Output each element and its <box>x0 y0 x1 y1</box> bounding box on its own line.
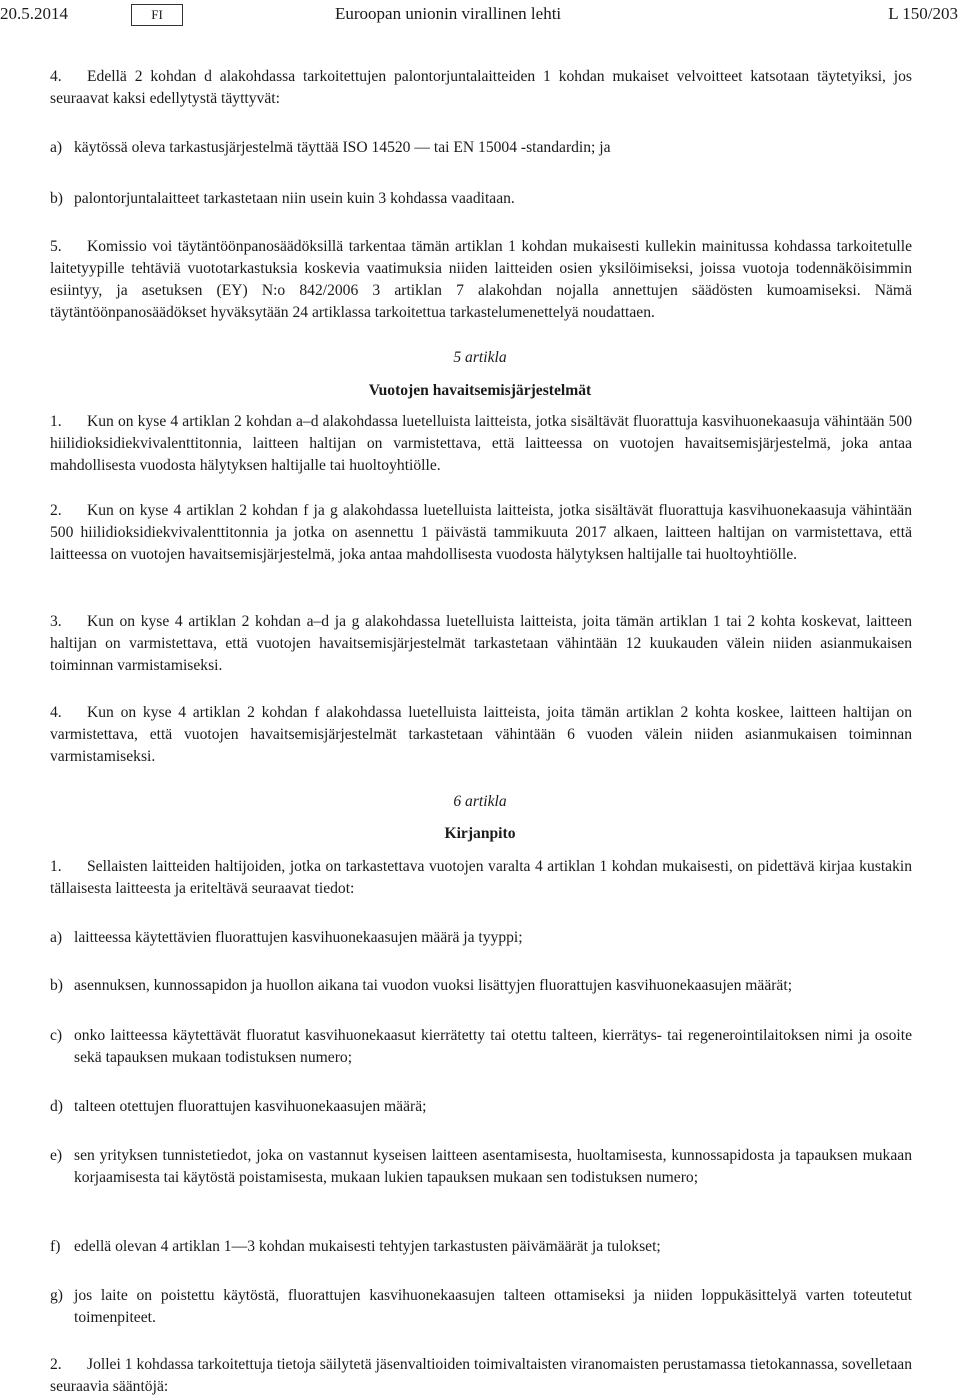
list-item-label: f) <box>50 1238 61 1255</box>
article-paragraph <box>50 611 912 677</box>
article-paragraph <box>50 500 912 566</box>
paragraph-text: Jollei 1 kohdassa tarkoitettuja tietoja säilytetä jäsenvaltioiden toimivaltaisten viranomaisten perustamassa tietokannassa, sovelletaan seuraavia sääntöjä: <box>50 1356 912 1395</box>
article-paragraph <box>50 702 912 768</box>
list-item <box>50 1285 912 1329</box>
paragraph-number: 1. <box>50 858 62 875</box>
paragraph-text: Komissio voi täytäntöönpanosäädöksillä tarkentaa tämän artiklan 1 kohdan mukaisesti kullekin mainitussa kohdassa tarkoitetulle laitetyypille tehtäviä vuototarkastuksia koskevia vaatimuksia niiden laitteiden osien yksilöimiseksi, joissa vuotoja todennäköisimmin esiintyy, ja asetuksen (EY) N:o 842/2006 3 artiklan 7 alakohdan nojalla annettujen säädösten kumoamiseksi. Nämä täytäntöönpanosäädökset hyväksytään 24 artiklassa tarkoitettua tarkastelumenettelyä noudattaen. <box>50 238 912 321</box>
list-item <box>50 1025 912 1069</box>
article-number: 5 artikla <box>453 349 507 366</box>
paragraph-number: 1. <box>50 413 62 430</box>
paragraph-4 <box>50 66 912 110</box>
list-item <box>50 975 912 997</box>
journal-title: Euroopan unionin virallinen lehti <box>335 4 562 23</box>
list-item-text: onko laitteessa käytettävät fluoratut kasvihuonekaasut kierrätetty tai otettu talteen, kierrätys- tai regenerointilaitoksen nimi ja osoite sekä tapauksen mukaan todistuksen numero; <box>74 1027 912 1066</box>
paragraph-number: 4. <box>50 704 62 721</box>
list-item-text: sen yrityksen tunnistetiedot, joka on vastannut kyseisen laitteen asentamisesta, huoltamisesta, kunnossapidosta ja tapauksen mukaan korjaamisesta tai käytöstä poistamisesta, mukaan lukien tapauksen mukaan sen todistuksen numero; <box>74 1147 912 1186</box>
publication-date: 20.5.2014 <box>0 4 68 23</box>
paragraph-text: Sellaisten laitteiden haltijoiden, jotka on tarkastettava vuotojen varalta 4 artiklan 1 kohdan mukaisesti, on pidettävä kirjaa kustakin tällaisesta laitteesta ja eriteltävä seuraavat tiedot: <box>50 858 912 897</box>
list-item-label: b) <box>50 977 63 994</box>
list-item-label: a) <box>50 929 63 946</box>
paragraph-number: 2. <box>50 1356 62 1373</box>
paragraph-5 <box>50 236 912 324</box>
list-item-text: talteen otettujen fluorattujen kasvihuonekaasujen määrä; <box>74 1098 427 1115</box>
paragraph-number: 3. <box>50 613 62 630</box>
list-item <box>50 1145 912 1189</box>
list-item <box>50 927 912 949</box>
list-item-label: g) <box>50 1287 63 1304</box>
page-header <box>0 4 960 26</box>
list-item <box>50 1236 912 1258</box>
article-title: Kirjanpito <box>444 825 516 842</box>
list-item-text: asennuksen, kunnossapidon ja huollon aikana tai vuodon vuoksi lisättyjen fluorattujen kasvihuonekaasujen määrät; <box>74 977 793 994</box>
article-title: Vuotojen havaitsemisjärjestelmät <box>368 382 592 399</box>
article-paragraph <box>50 856 912 900</box>
language-badge: FI <box>131 4 183 26</box>
list-item-label: e) <box>50 1147 63 1164</box>
list-item-text: edellä olevan 4 artiklan 1—3 kohdan mukaisesti tehtyjen tarkastusten päivämäärät ja tulokset; <box>74 1238 661 1255</box>
list-item-label: b) <box>50 190 63 207</box>
article-paragraph <box>50 1354 912 1398</box>
list-item-label: c) <box>50 1027 63 1044</box>
list-item-text: laitteessa käytettävien fluorattujen kasvihuonekaasujen määrä ja tyyppi; <box>74 929 523 946</box>
list-item <box>50 1096 912 1118</box>
list-item <box>50 137 912 159</box>
paragraph-text: Kun on kyse 4 artiklan 2 kohdan a–d alakohdassa luetelluista laitteista, jotka sisältävät fluorattuja kasvihuonekaasuja vähintään 500 hiilidioksidiekvivalenttitonnia, laitteen haltijan on varmistettava, että laitteessa on vuotojen havaitsemisjärjestelmä, joka antaa mahdollisesta vuodosta hälytyksen haltijalle tai huoltoyhtiölle. <box>50 413 912 474</box>
list-item-label: a) <box>50 139 63 156</box>
paragraph-number: 2. <box>50 502 62 519</box>
paragraph-text: Kun on kyse 4 artiklan 2 kohdan a–d ja g alakohdassa luetelluista laitteista, joita tämän artiklan 1 tai 2 kohta koskevat, laitteen haltijan on varmistettava, että vuotojen havaitsemisjärjestelmät tarkastetaan vähintään 12 kuukauden välein niiden asianmukaisen toiminnan varmistamiseksi. <box>50 613 912 674</box>
paragraph-text: Kun on kyse 4 artiklan 2 kohdan f ja g alakohdassa luetelluista laitteista, jotka sisältävät fluorattuja kasvihuonekaasuja vähintään 500 hiilidioksidiekvivalenttitonnia ja jotka on asennettu 1 päivästä tammikuuta 2017 alkaen, laitteen haltijan on varmistettava, että laitteessa on vuotojen havaitsemisjärjestelmä, joka antaa mahdollisesta vuodosta hälytyksen haltijalle tai huoltoyhtiölle. <box>50 502 912 563</box>
list-item-text: jos laite on poistettu käytöstä, fluorattujen kasvihuonekaasujen talteen ottamiseksi ja niiden loppukäsittelyä varten toteutetut toimenpiteet. <box>74 1287 912 1326</box>
page-reference: L 150/203 <box>888 4 958 23</box>
paragraph-text: Kun on kyse 4 artiklan 2 kohdan f alakohdassa luetelluista laitteista, joita tämän artiklan 2 kohta koskee, laitteen haltijan on varmistettava, että vuotojen havaitsemisjärjestelmät tarkastetaan vähintään 6 vuoden välein niiden asianmukaisen toiminnan varmistamiseksi. <box>50 704 912 765</box>
list-item-text: palontorjuntalaitteet tarkastetaan niin usein kuin 3 kohdassa vaaditaan. <box>74 190 515 207</box>
list-item <box>50 188 912 210</box>
list-item-label: d) <box>50 1098 63 1115</box>
paragraph-text: Edellä 2 kohdan d alakohdassa tarkoitettujen palontorjuntalaitteiden 1 kohdan mukaiset velvoitteet katsotaan täytetyiksi, jos seuraavat kaksi edellytystä täyttyvät: <box>50 68 912 107</box>
article-number: 6 artikla <box>453 793 507 810</box>
paragraph-number: 4. <box>50 68 62 85</box>
paragraph-number: 5. <box>50 238 62 255</box>
article-paragraph <box>50 411 912 477</box>
list-item-text: käytössä oleva tarkastusjärjestelmä täyttää ISO 14520 — tai EN 15004 -standardin; ja <box>74 139 611 156</box>
